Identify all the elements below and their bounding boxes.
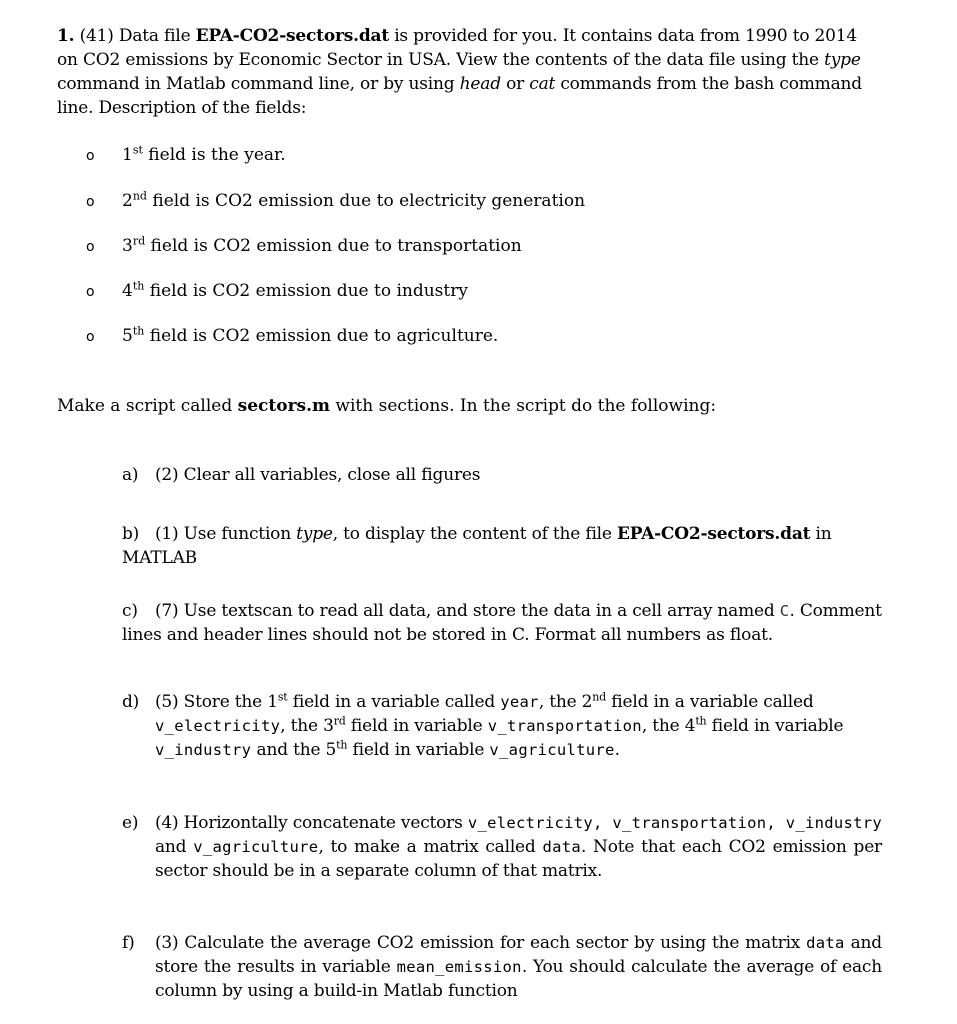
list-item: o 5th field is CO2 emission due to agriculture. [86,324,498,348]
item-label: a) [122,465,139,485]
bullet-icon: o [86,194,95,210]
type-function: type [296,524,333,544]
intro-text: is provided for you. It contains data from 1990 to 2014 on CO2 emissions by Economic Sector in USA. View the contents of the data file using the [57,26,858,70]
item-body: (4) Horizontally concatenate vectors v_electricity, v_transportation, v_industry and v_agriculture, to make a matrix called data. Note that each CO2 emission per sector should be in a separate column of that matrix. [155,813,883,881]
item-label: c) [122,601,138,621]
item-label: e) [122,813,139,833]
intro-text: Data file [113,26,196,46]
bullet-icon: o [86,148,95,164]
code-var-data: data [806,934,845,952]
item-f [122,931,882,1001]
list-item: o 4th field is CO2 emission due to industry [86,279,468,303]
code-var-agriculture: v_agriculture [489,741,615,759]
cat-command: cat [529,74,556,94]
item-e [122,811,883,881]
code-var-c: C [779,602,790,620]
question-points: (41) [79,26,114,46]
script-name: sectors.m [237,396,331,416]
task-instruction: Make a script called sectors.m with sections. In the script do the following: [57,396,717,416]
intro-text: commands from the bash command line. Description of the fields: [57,74,862,118]
item-c: c) (7) Use textscan to read all data, and store the data in a cell array named C. Comment lines and header lines should not be stored in C. Format all numbers as float. [122,601,882,645]
code-var-electricity: v_electricity [155,717,281,735]
list-item: o 2nd field is CO2 emission due to electricity generation [86,189,585,213]
data-filename: EPA-CO2-sectors.dat [195,26,389,46]
bullet-icon: o [86,329,95,345]
code-var-vectors: v_electricity, v_transportation, v_industry [467,814,883,832]
code-var-agriculture: v_agriculture [193,838,319,856]
item-body: (5) Store the 1st field in a variable called year, the 2nd field in a variable called v_electricity, the 3rd field in variable v_transportation, the 4th field in variable v_industry and the 5th field in variable v_agriculture. [155,690,844,760]
item-d [122,690,862,760]
list-item: o 3rd field is CO2 emission due to transportation [86,234,522,258]
code-var-year: year [500,693,539,711]
question-intro [57,24,877,120]
bullet-icon: o [86,284,95,300]
code-var-mean-emission: mean_emission [396,958,522,976]
question-number: 1. [57,26,75,46]
item-b: b) (1) Use function type, to display the content of the file EPA-CO2-sectors.dat in MATLAB [122,524,832,568]
intro-text: command in Matlab command line, or by using [57,74,460,94]
item-body: (3) Calculate the average CO2 emission for each sector by using the matrix data and store the results in variable mean_emission. You should calculate the average of each column by using a build-in Matlab function [155,933,882,1001]
item-label: d) [122,692,140,712]
list-item: o 1st field is the year. [86,143,286,167]
code-var-data: data [542,838,581,856]
item-text: (2) Clear all variables, close all figures [155,465,481,485]
code-var-transportation: v_transportation [487,717,642,735]
item-label: f) [122,933,135,953]
item-a [122,463,480,487]
data-filename: EPA-CO2-sectors.dat [616,524,811,544]
head-command: head [459,74,501,94]
intro-text: or [500,74,530,94]
item-label: b) [122,524,140,544]
code-var-industry: v_industry [155,741,252,759]
type-command: type [824,50,861,70]
bullet-icon: o [86,239,95,255]
